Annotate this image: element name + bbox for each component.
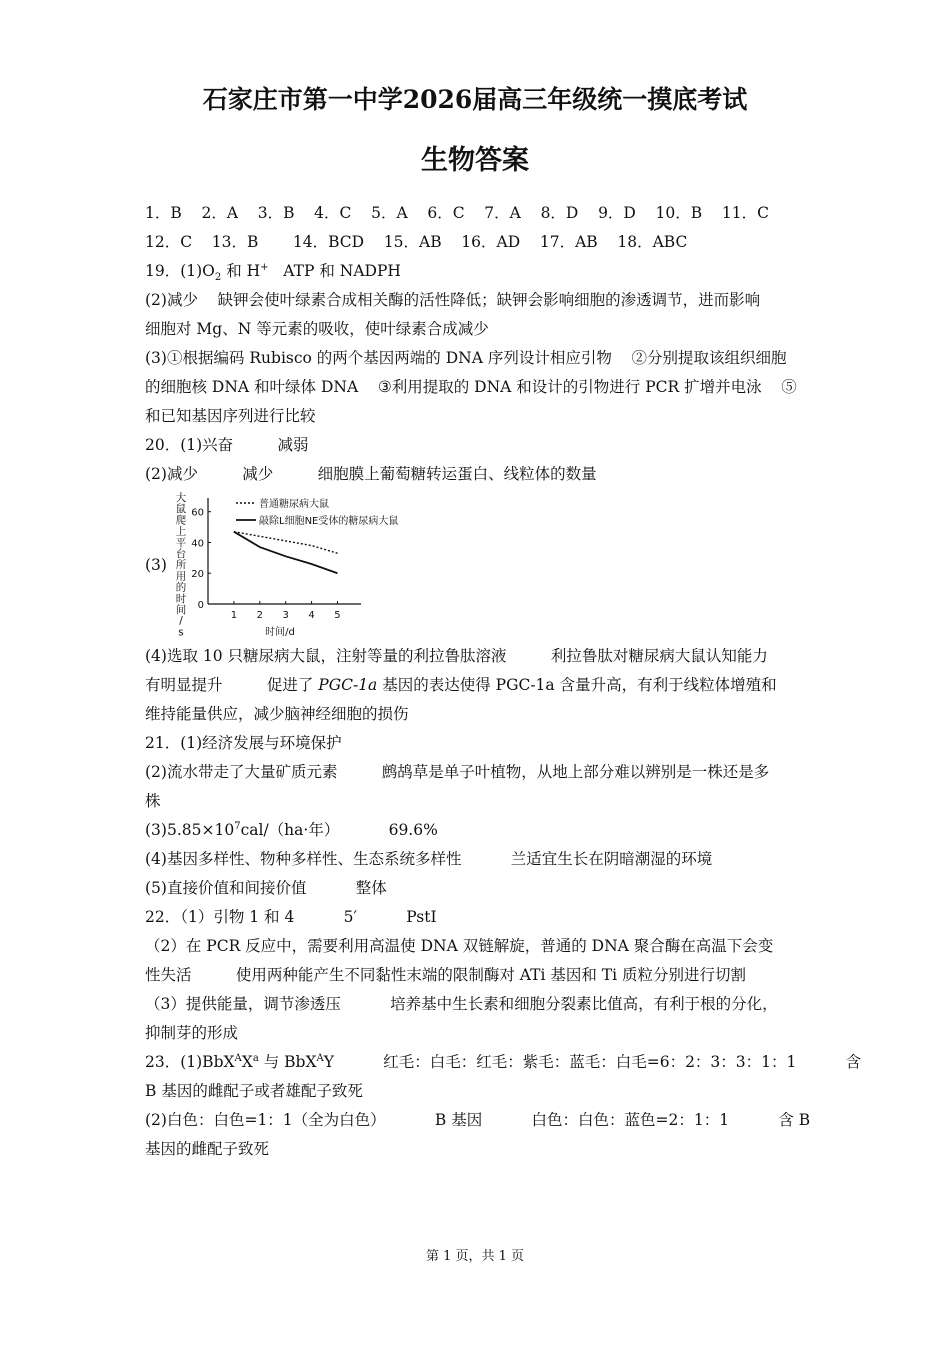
y-axis-label-char: 间 — [175, 604, 187, 616]
q23-line-3: (2)白色：白色=1：1（全为白色） B 基因 白色：白色：蓝色=2：1：1 含 B — [145, 1111, 811, 1129]
y-axis-label-char: 鼠 — [175, 503, 187, 516]
q19-line-6: 和已知基因序列进行比较 — [145, 407, 316, 425]
x-tick-label: 2 — [256, 610, 263, 621]
y-tick-label: 60 — [191, 507, 204, 519]
y-axis-label-char: s — [178, 626, 184, 639]
exam-title: 石家庄市第一中学2026届高三年级统一摸底考试 — [202, 85, 748, 114]
q19-line-4: (3)①根据编码 Rubisco 的两个基因两端的 DNA 序列设计相应引物 ②分别提取该组织细胞 — [145, 349, 787, 367]
y-axis-label-char: 上 — [175, 525, 187, 538]
q19-line-1: 19．$(1)O_2$ 和 H+ ATP 和 NADPH — [145, 261, 401, 284]
q23-line-2: B 基因的雌配子或者雄配子致死 — [145, 1082, 363, 1100]
y-tick-label: 40 — [191, 538, 204, 550]
q22-line-5: 抑制芽的形成 — [145, 1024, 239, 1042]
q20-line-2: (2)减少 减少 细胞膜上葡萄糖转运蛋白、线粒体的数量 — [145, 465, 597, 483]
mc-answers-row-2: 12．C 13．B 14．BCD 15．AB 16．AD 17．AB 18．ABC — [145, 233, 688, 251]
q20-line-4: (4)选取 10 只糖尿病大鼠，注射等量的利拉鲁肽溶液 利拉鲁肽对糖尿病大鼠认知能力 — [145, 647, 768, 665]
rat-climb-time-chart — [168, 490, 438, 640]
q20-part3-label: (3) — [145, 556, 167, 574]
q23-line-4: 基因的雌配子致死 — [145, 1140, 270, 1158]
y-axis-label-char: 用 — [175, 570, 187, 583]
x-tick-label: 5 — [334, 610, 341, 621]
q22-line-4: （3）提供能量，调节渗透压 培养基中生长素和细胞分裂素比值高，有利于根的分化， — [145, 995, 778, 1013]
x-axis-label: 时间/d — [265, 627, 295, 638]
y-axis-label-char: 平 — [175, 536, 187, 549]
mc-answers-row-1: 1．B 2．A 3．B 4．C 5．A 6．C 7．A 8．D 9．D 10．B 11．C — [145, 204, 769, 222]
series-normal-diabetic-line — [234, 532, 338, 554]
y-axis-label-char: 台 — [175, 548, 187, 560]
q21-line-6: (5)直接价值和间接价值 整体 — [145, 879, 387, 897]
y-axis-label-char: / — [179, 615, 183, 628]
x-tick-label: 4 — [308, 610, 315, 621]
legend-normal-diabetic: 普通糖尿病大鼠 — [259, 499, 329, 510]
q20-line-6: 维持能量供应，减少脑神经细胞的损伤 — [145, 705, 409, 723]
y-axis-label-char: 爬 — [175, 514, 187, 527]
x-tick-label: 3 — [282, 610, 289, 621]
series-knockout-line — [234, 532, 338, 574]
q22-line-3: 性失活 使用两种能产生不同黏性末端的限制酶对 ATi 基因和 Ti 质粒分别进行切割 — [145, 966, 746, 984]
q22-line-1: 22．（1）引物 1 和 4 5′ PstI — [145, 908, 437, 926]
x-tick-label: 1 — [230, 610, 238, 621]
q21-line-2: (2)流水带走了大量矿质元素 鹧鸪草是单子叶植物，从地上部分难以辨别是一株还是多 — [145, 763, 770, 781]
q21-line-4: $(3)5.85\times 10^7cal/(ha\cdot$年） 69.6% — [145, 820, 438, 839]
q19-line-3: 细胞对 Mg、N 等元素的吸收，使叶绿素合成减少 — [145, 320, 489, 338]
q21-line-1: 21．(1)经济发展与环境保护 — [145, 734, 342, 752]
q21-line-5: (4)基因多样性、物种多样性、生态系统多样性 兰适宜生长在阴暗潮湿的环境 — [145, 850, 713, 868]
q19-line-5: 的细胞核 DNA 和叶绿体 DNA ③利用提取的 DNA 和设计的引物进行 PCR 扩增并电泳 ⑤ — [145, 378, 797, 396]
y-axis-label-char: 大 — [175, 492, 187, 504]
y-axis-label-char: 所 — [175, 559, 187, 572]
legend-knockout: 敲除L细胞NE受体的糖尿病大鼠 — [259, 516, 399, 527]
y-axis-label-char: 的 — [175, 581, 187, 594]
q20-line-1: 20．(1)兴奋 减弱 — [145, 436, 309, 454]
page-footer: 第 1 页，共 1 页 — [425, 1249, 525, 1264]
q23-line-1: 23．$(1)BbX^AX^a$ 与 BbX$^A$Y 红毛：白毛：红毛：紫毛：蓝毛：白毛=6：2：3：3：1：1 含 — [145, 1052, 862, 1071]
q21-line-3: 株 — [145, 792, 161, 810]
q19-line-2: (2)减少 缺钾会使叶绿素合成相关酶的活性降低；缺钾会影响细胞的渗透调节，进而影响 — [145, 291, 761, 309]
q22-line-2: （2）在 PCR 反应中，需要利用高温使 DNA 双链解旋，普通的 DNA 聚合酶在高温下会变 — [145, 937, 774, 955]
q20-line-5: 有明显提升 促进了 PGC-1a 基因的表达使得 PGC-1a 含量升高，有利于线粒体增殖和 — [145, 676, 777, 694]
answer-title: 生物答案 — [421, 145, 529, 176]
y-axis-label-char: 时 — [175, 592, 187, 605]
y-tick-label: 20 — [191, 569, 204, 581]
y-axis-label — [176, 491, 187, 638]
y-tick-label: 0 — [197, 600, 204, 611]
